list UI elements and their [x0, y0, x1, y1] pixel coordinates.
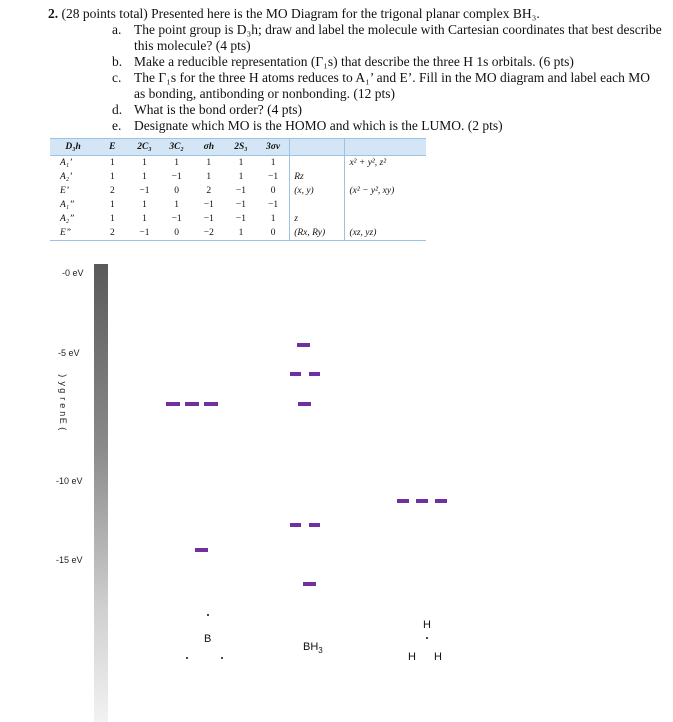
- character-cell: 1: [142, 200, 147, 210]
- tick-10ev: -10 eV: [56, 476, 83, 486]
- character-cell: 1: [270, 158, 276, 168]
- question-part-text: The point group is D₃h; draw and label the molecule with Cartesian coordinates that best describe this molecule? (4 pts): [134, 22, 662, 53]
- question-part-label: a.: [112, 22, 122, 37]
- character-cell: 1: [109, 158, 115, 168]
- h-salc-level-3: [435, 499, 447, 503]
- question-part-label: c.: [112, 70, 122, 85]
- linear-function-cell: z: [290, 212, 345, 226]
- tick-5ev: -5 eV: [58, 348, 80, 358]
- table-header-cell: 3C₂: [161, 139, 193, 156]
- question-number: 2.: [48, 6, 59, 21]
- question-part-text: The Γ₁s for the three H atoms reduces to A₁’ and E’. Fill in the MO diagram and label each MO as bonding, antibonding or nonbonding. (12 pts): [134, 70, 650, 101]
- table-row: [50, 212, 426, 226]
- irrep-cell: A₁”: [60, 200, 75, 210]
- character-cell: −1: [268, 200, 279, 210]
- character-cell: 1: [109, 172, 115, 182]
- hydrogen-top-label: H: [423, 619, 431, 631]
- character-cell: 1: [238, 172, 244, 182]
- boron-2s-level: [195, 548, 208, 552]
- quadratic-function-cell: (x² − y², xy): [345, 184, 426, 198]
- mo-e-antibonding-level-2: [309, 372, 320, 376]
- table-header-cell: [345, 139, 426, 156]
- boron-2p-level-3: [204, 402, 218, 406]
- character-cell: 0: [257, 226, 290, 241]
- character-cell: −2: [193, 226, 225, 241]
- mo-e-bonding-level-2: [309, 523, 320, 527]
- quadratic-function-cell: x² + y², z²: [345, 156, 426, 171]
- character-cell: 1: [174, 158, 179, 168]
- question-part-text: Designate which MO is the HOMO and which is the LUMO. (2 pts): [134, 118, 503, 133]
- linear-function-cell: Rz: [290, 170, 345, 184]
- boron-dot-right: [221, 657, 223, 659]
- character-cell: 1: [142, 158, 147, 168]
- character-table: [50, 138, 426, 241]
- table-header-cell: E: [96, 139, 128, 156]
- mo-a1-bonding-level: [303, 582, 316, 586]
- boron-dot-top: [207, 614, 209, 616]
- linear-function-cell: [290, 156, 345, 171]
- boron-2p-level-1: [166, 402, 180, 406]
- character-cell: −1: [128, 226, 160, 241]
- character-cell: 0: [174, 186, 179, 196]
- question-parts: [112, 22, 662, 134]
- character-cell: −1: [268, 172, 279, 182]
- question-part: [112, 118, 662, 134]
- boron-2p-level-2: [185, 402, 199, 406]
- question-part-label: b.: [112, 54, 123, 69]
- character-cell: −1: [203, 200, 214, 210]
- h-salc-level-1: [397, 499, 409, 503]
- irrep-cell: E’: [60, 186, 69, 196]
- table-header-cell: [290, 139, 345, 156]
- boron-label: B: [204, 633, 212, 645]
- character-cell: −1: [235, 214, 246, 224]
- question-part-label: e.: [112, 118, 122, 133]
- table-row: [50, 170, 426, 184]
- character-cell: 1: [174, 200, 179, 210]
- character-cell: 2: [206, 186, 212, 196]
- tick-0ev: -0 eV: [62, 268, 84, 278]
- character-cell: 1: [142, 172, 147, 182]
- character-table-header: [50, 139, 426, 156]
- quadratic-function-cell: (xz, yz): [345, 226, 426, 241]
- character-cell: 1: [206, 158, 212, 168]
- table-header-cell: 2C₃: [128, 139, 160, 156]
- character-cell: 2: [96, 226, 128, 241]
- hydrogen-left-label: H: [408, 651, 416, 663]
- mo-a2-nonbonding-level: [298, 402, 311, 406]
- quadratic-function-cell: [345, 170, 426, 184]
- character-cell: −1: [171, 214, 182, 224]
- question-part-text: What is the bond order? (4 pts): [134, 102, 302, 117]
- table-header-cell: σh: [193, 139, 225, 156]
- character-cell: 2: [109, 186, 115, 196]
- energy-axis-title-letters: ) y g r e n E (: [57, 374, 68, 430]
- hydrogen-dot: [426, 637, 428, 639]
- energy-axis-bar: [94, 264, 108, 722]
- quadratic-function-cell: [345, 212, 426, 226]
- question-part: [112, 22, 662, 54]
- character-cell: 1: [109, 214, 115, 224]
- mo-e-bonding-level-1: [290, 523, 301, 527]
- table-header-cell: 3σv: [257, 139, 290, 156]
- quadratic-function-cell: [345, 198, 426, 212]
- question-part: [112, 102, 662, 118]
- character-cell: 0: [270, 186, 276, 196]
- character-cell: 1: [270, 214, 276, 224]
- character-cell: 1: [206, 172, 212, 182]
- table-row: [50, 198, 426, 212]
- character-cell: 1: [142, 214, 147, 224]
- character-cell: 1: [225, 226, 257, 241]
- character-cell: −1: [171, 172, 182, 182]
- question-header-text: (28 points total) Presented here is the MO Diagram for the trigonal planar complex BH₃.: [61, 6, 540, 21]
- table-row: [50, 156, 426, 171]
- question-part: [112, 54, 662, 70]
- mo-a1-antibonding-level: [297, 343, 310, 347]
- question-part: [112, 70, 662, 102]
- irrep-cell: E”: [50, 226, 96, 241]
- linear-function-cell: [290, 198, 345, 212]
- character-cell: 1: [109, 200, 115, 210]
- character-cell: 1: [238, 158, 244, 168]
- table-row: [50, 226, 426, 241]
- character-cell: 0: [161, 226, 193, 241]
- irrep-cell: A₂”: [60, 214, 75, 224]
- question-part-text: Make a reducible representation (Γ₁s) that describe the three H 1s orbitals. (6 pts): [134, 54, 574, 69]
- character-cell: −1: [139, 186, 150, 196]
- question-header: [48, 6, 540, 22]
- question-part-label: d.: [112, 102, 123, 117]
- linear-function-cell: (Rx, Ry): [290, 226, 345, 241]
- table-header-cell: D₃h: [50, 139, 96, 156]
- h-salc-level-2: [416, 499, 428, 503]
- complex-label: [303, 641, 323, 655]
- table-header-cell: 2S₃: [225, 139, 257, 156]
- mo-e-antibonding-level-1: [290, 372, 301, 376]
- character-cell: −1: [235, 186, 246, 196]
- irrep-cell: A₂’: [60, 172, 73, 182]
- boron-dot-left: [186, 657, 188, 659]
- table-row: [50, 184, 426, 198]
- linear-function-cell: (x, y): [290, 184, 345, 198]
- complex-label-text: $BH_3$: [303, 641, 323, 656]
- character-cell: −1: [203, 214, 214, 224]
- tick-15ev: -15 eV: [56, 555, 83, 565]
- irrep-cell: A₁’: [60, 158, 73, 168]
- hydrogen-right-label: H: [434, 651, 442, 663]
- character-cell: −1: [235, 200, 246, 210]
